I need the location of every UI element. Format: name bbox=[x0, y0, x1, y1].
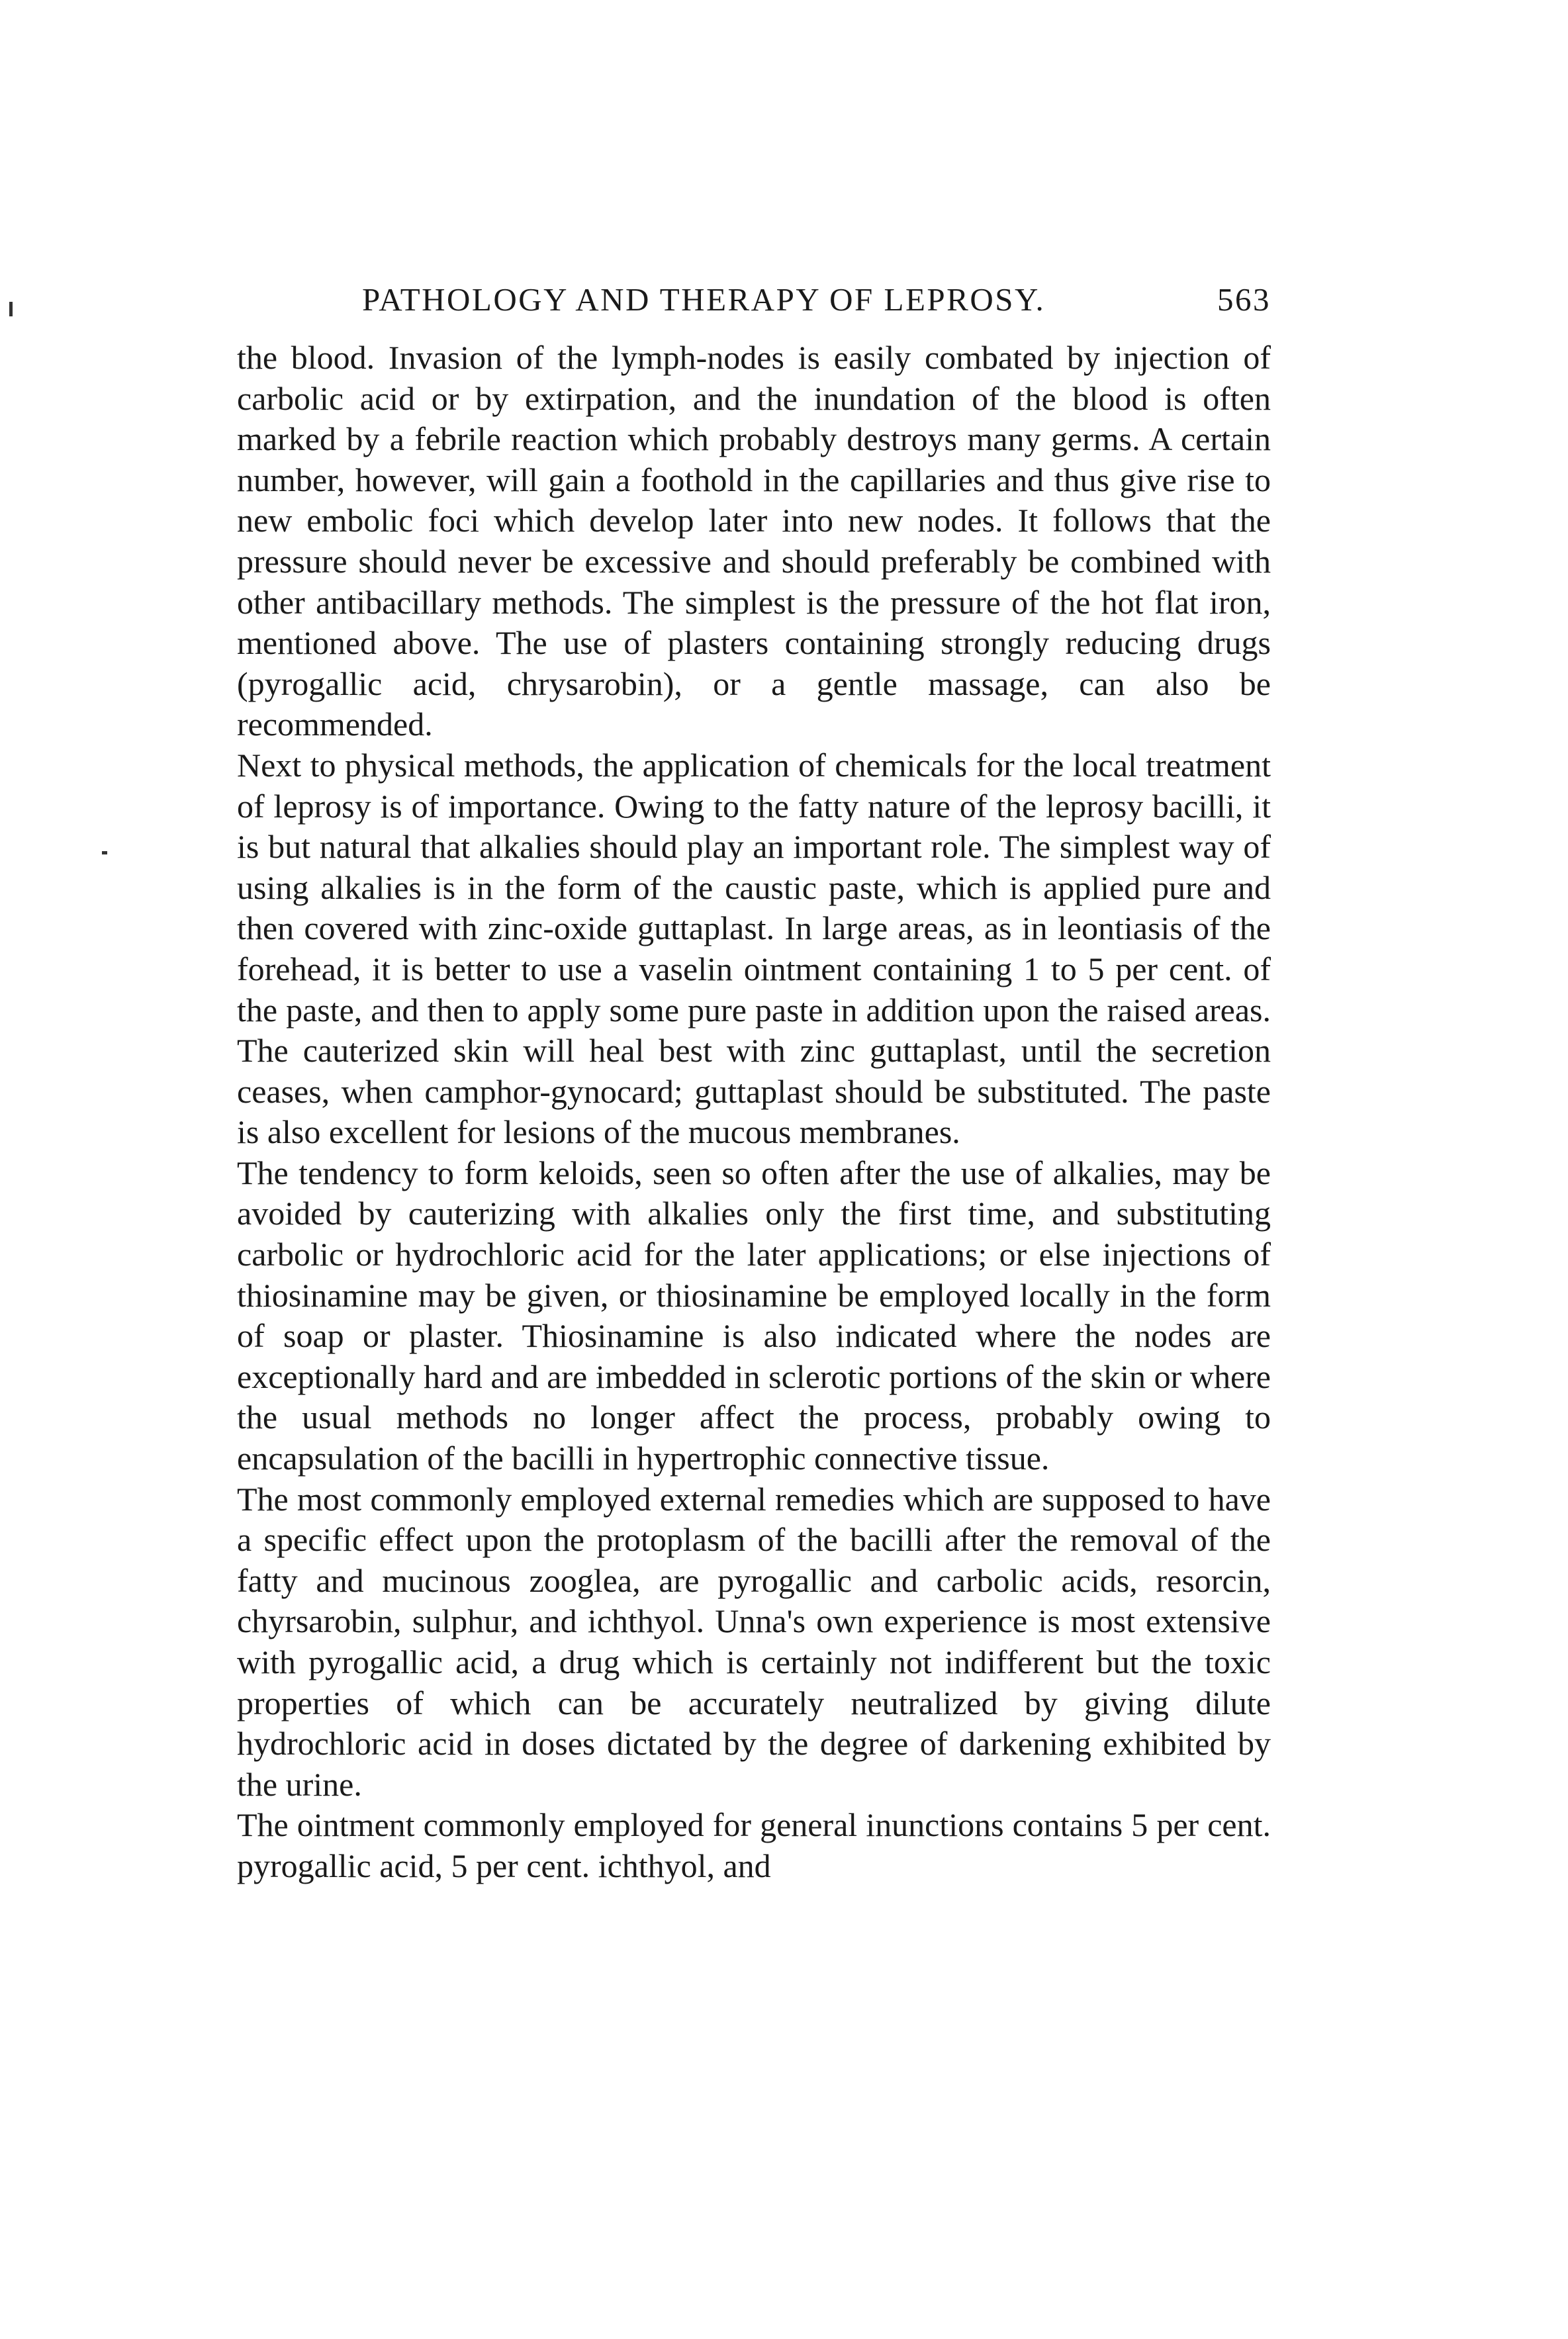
paragraph: Next to physical methods, the application of chemicals for the local treatment of leprosy is of importance. Owing to the fatty nature of the leprosy bacilli, it is but natural that alkalies should play an important role. The simplest way of using alkalies is in the form of the caustic paste, which is applied pure and then covered with zinc-oxide guttaplast. In large areas, as in leontiasis of the forehead, it is better to use a vaselin ointment containing 1 to 5 per cent. of the paste, and then to apply some pure paste in addition upon the raised areas. The cauterized skin will heal best with zinc guttaplast, until the secretion ceases, when camphor-gynocard; guttaplast should be substituted. The paste is also excellent for lesions of the mucous membranes. bbox=[237, 746, 1271, 1151]
paragraph: The most commonly employed external remedies which are supposed to have a specific effect upon the protoplasm of the bacilli after the removal of the fatty and mucinous zooglea, are pyrogallic and carbolic acids, resorcin, chyrsarobin, sulphur, and ichthyol. Unna's own experience is most extensive with pyrogallic acid, a drug which is certainly not indifferent but the toxic properties of which can be accurately neutralized by giving dilute hydrochloric acid in doses dictated by the degree of darkening exhibited by the urine. bbox=[237, 1480, 1271, 1803]
running-header bbox=[237, 277, 1271, 323]
running-title: PATHOLOGY AND THERAPY OF LEPROSY. bbox=[362, 281, 1046, 318]
scan-edge-mark bbox=[102, 851, 107, 854]
paragraph: the blood. Invasion of the lymph-nodes is easily combated by injection of carbolic acid or by extirpation, and the inundation of the blood is often marked by a febrile reaction which probably destroys many germs. A certain number, however, will gain a foothold in the capillaries and thus give rise to new embolic foci which develop later into new nodes. It follows that the pressure should never be excessive and should preferably be combined with other antibacillary methods. The simplest is the pressure of the hot flat iron, mentioned above. The use of plasters containing strongly reducing drugs (pyrogallic acid, chrysarobin), or a gentle massage, can also be recommended. bbox=[237, 339, 1271, 743]
paragraph: The ointment commonly employed for general inunctions contains 5 per cent. pyrogallic acid, 5 per cent. ichthyol, and bbox=[237, 1806, 1271, 1884]
book-page bbox=[237, 277, 1271, 1887]
page-number: 563 bbox=[1217, 281, 1271, 318]
scan-edge-mark bbox=[9, 302, 13, 316]
body-text bbox=[237, 338, 1271, 1887]
paragraph: The tendency to form keloids, seen so often after the use of alkalies, may be avoided by cauterizing with alkalies only the first time, and substituting carbolic or hydrochloric acid for the later applications; or else injections of thiosinamine may be given, or thiosinamine be employed locally in the form of soap or plaster. Thiosinamine is also indicated where the nodes are exceptionally hard and are imbedded in sclerotic portions of the skin or where the usual methods no longer affect the process, probably owing to encapsulation of the bacilli in hypertrophic connective tissue. bbox=[237, 1154, 1271, 1477]
